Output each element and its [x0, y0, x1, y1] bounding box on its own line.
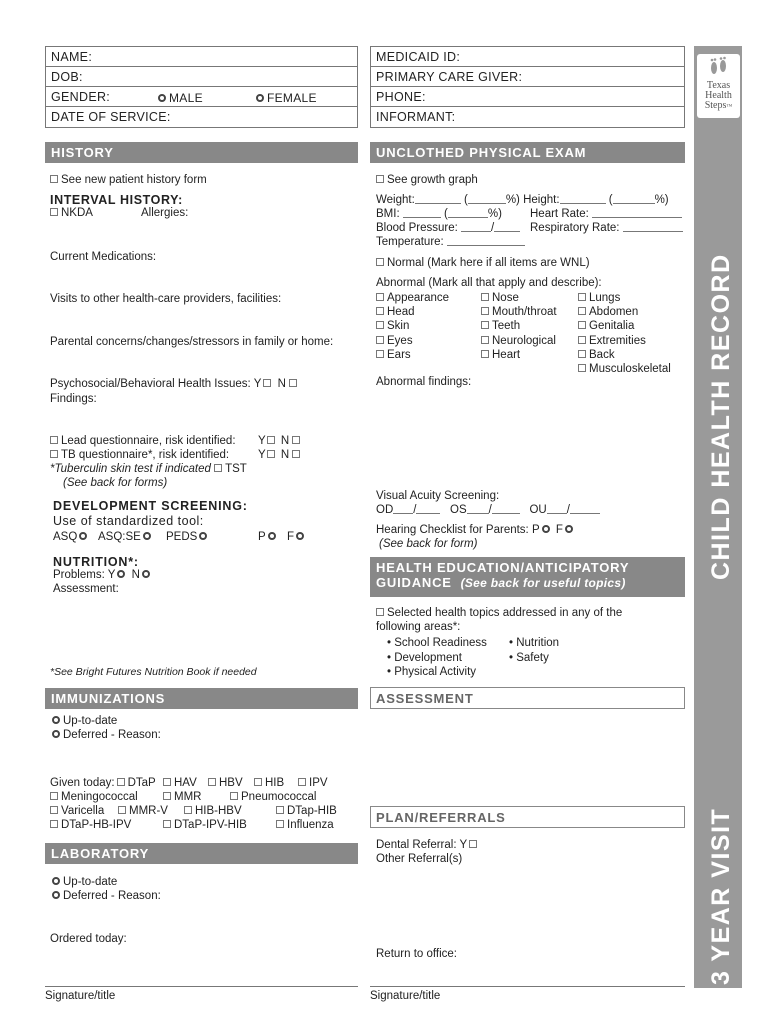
interval-history-label: INTERVAL HISTORY:	[50, 193, 183, 207]
gender-field	[46, 87, 357, 107]
topics-right	[509, 636, 559, 665]
lab-deferred-label: Deferred - Reason:	[63, 890, 161, 902]
exam-item[interactable]	[376, 291, 449, 305]
od-field-2[interactable]	[416, 504, 440, 514]
weight-field[interactable]	[415, 194, 461, 204]
exam-item-label: Head	[387, 306, 415, 319]
od-label: OD	[376, 504, 394, 516]
signature-line-right	[370, 986, 685, 987]
plan-heading: PLAN/REFERRALS	[370, 806, 685, 828]
medicaid-label: MEDICAID ID:	[376, 50, 461, 64]
nutrition-n-label: N	[131, 569, 140, 581]
ou-slash: /	[566, 504, 570, 516]
height-paren: (	[608, 194, 613, 206]
visit-title-vertical: 3 YEAR VISIT	[707, 807, 735, 985]
hearing-f-label: F	[555, 524, 563, 536]
hbv-option[interactable]	[208, 777, 243, 789]
exam-heading: UNCLOTHED PHYSICAL EXAM	[370, 142, 685, 163]
dtaphbipv-checkbox[interactable]	[50, 820, 58, 828]
influenza-option[interactable]	[276, 819, 334, 831]
exam-item[interactable]	[376, 334, 449, 348]
resp-rate-row	[530, 222, 683, 234]
signature-label-left: Signature/title	[45, 990, 116, 1002]
os-slash: /	[488, 504, 492, 516]
hib-option[interactable]	[254, 777, 284, 789]
allergies-label: Allergies:	[141, 207, 189, 219]
tuberculin-label: *Tuberculin skin test if indicated	[50, 463, 211, 475]
exam-item[interactable]	[481, 291, 557, 305]
exam-item-label: Extremities	[589, 334, 646, 347]
exam-item-label: Lungs	[589, 292, 621, 304]
ordered-today-label: Ordered today:	[50, 933, 127, 945]
lab-uptodate-radio[interactable]	[52, 877, 60, 885]
weight-row	[376, 194, 669, 206]
visual-acuity-label: Visual Acuity Screening:	[376, 490, 500, 502]
exam-item-checkbox[interactable]	[481, 307, 489, 315]
dtapipvhib-label: DTaP-IPV-HIB	[174, 819, 247, 831]
male-radio[interactable]	[158, 94, 166, 102]
hibhbv-checkbox[interactable]	[184, 806, 192, 814]
exam-item-checkbox[interactable]	[376, 336, 384, 344]
exam-item-checkbox[interactable]	[481, 321, 489, 329]
logo-steps: Steps	[704, 100, 727, 111]
dental-referral-label: Dental Referral: Y	[376, 839, 468, 851]
lab-deferred-radio[interactable]	[52, 891, 60, 899]
history-heading: HISTORY	[45, 142, 358, 163]
visual-acuity-row	[376, 504, 600, 516]
medications-label: Current Medications:	[50, 251, 157, 263]
dev-pass-option[interactable]	[258, 531, 279, 543]
education-heading-note: (See back for useful topics)	[460, 576, 626, 590]
gender-female-option[interactable]	[254, 91, 317, 105]
dtaphbipv-option[interactable]	[50, 819, 131, 831]
exam-item-checkbox[interactable]	[376, 293, 384, 301]
logo-line-3	[697, 101, 740, 112]
bmi-row	[376, 208, 502, 220]
exam-item[interactable]	[578, 362, 671, 376]
exam-item-label: Skin	[387, 320, 410, 333]
nutrition-problems-row	[53, 569, 153, 581]
given-today-label: Given today:	[50, 777, 115, 789]
hearing-p-radio[interactable]	[542, 525, 550, 533]
tb-option[interactable]	[50, 449, 229, 461]
see-back-forms: (See back for forms)	[63, 477, 168, 489]
exam-item-checkbox[interactable]	[578, 350, 586, 358]
exam-item[interactable]	[578, 305, 671, 319]
tb-checkbox[interactable]	[50, 450, 58, 458]
exam-item-checkbox[interactable]	[578, 364, 586, 372]
exam-item-checkbox[interactable]	[578, 321, 586, 329]
heart-rate-row	[530, 208, 682, 220]
weight-pct-field[interactable]	[468, 194, 506, 204]
exam-item-label: Musculoskeletal	[589, 363, 671, 376]
lead-checkbox[interactable]	[50, 436, 58, 444]
exam-item-label: Genitalia	[589, 320, 635, 333]
selected-topics-checkbox[interactable]	[376, 608, 384, 616]
dtaphib-option[interactable]	[276, 805, 337, 817]
dev-f-radio[interactable]	[296, 532, 304, 540]
exam-item-checkbox[interactable]	[481, 293, 489, 301]
nutrition-y-radio[interactable]	[117, 570, 125, 578]
hib-label: HIB	[265, 777, 285, 789]
topics-left	[387, 636, 487, 680]
growth-graph-option[interactable]	[376, 174, 478, 186]
od-slash: /	[413, 504, 417, 516]
exam-item-label: Nose	[492, 292, 519, 304]
date-of-service-label: DATE OF SERVICE:	[51, 110, 171, 124]
hav-checkbox[interactable]	[163, 778, 171, 786]
hav-option[interactable]	[163, 777, 197, 789]
phone-field[interactable]	[371, 87, 684, 107]
exam-item-label: Appearance	[387, 292, 450, 304]
nutrition-problems-label: Problems: Y	[53, 569, 116, 581]
hearing-label: Hearing Checklist for Parents: P	[376, 524, 540, 536]
asqse-label: ASQ:SE	[98, 531, 141, 543]
tb-no-checkbox[interactable]	[292, 450, 300, 458]
nutrition-heading: NUTRITION*:	[53, 555, 139, 569]
selected-topics-option[interactable]	[376, 607, 622, 619]
psychosocial-no-checkbox[interactable]	[289, 379, 297, 387]
bmi-pct: %)	[487, 208, 502, 220]
asq-option[interactable]	[53, 531, 90, 543]
tb-label: TB questionnaire*, risk identified:	[61, 449, 230, 461]
mmrv-option[interactable]	[118, 805, 168, 817]
new-patient-label: See new patient history form	[61, 174, 207, 186]
exam-item[interactable]	[578, 348, 671, 362]
imm-uptodate-radio[interactable]	[52, 716, 60, 724]
hbv-label: HBV	[219, 777, 243, 789]
pneumo-checkbox[interactable]	[230, 792, 238, 800]
exam-item[interactable]	[376, 348, 449, 362]
topic-item: • School Readiness	[387, 637, 487, 649]
informant-label: INFORMANT:	[376, 110, 456, 124]
gender-label: GENDER:	[51, 90, 111, 104]
topic-item: • Nutrition	[509, 637, 560, 649]
asqse-option[interactable]	[98, 531, 154, 543]
exam-item-checkbox[interactable]	[578, 293, 586, 301]
education-heading-1: HEALTH EDUCATION/ANTICIPATORY	[376, 560, 630, 575]
growth-graph-checkbox[interactable]	[376, 175, 384, 183]
nkda-option[interactable]	[50, 207, 93, 219]
height-field[interactable]	[560, 194, 606, 204]
hibhbv-option[interactable]	[184, 805, 242, 817]
pneumo-label: Pneumococcal	[241, 791, 317, 803]
dental-referral-checkbox[interactable]	[469, 840, 477, 848]
heart-rate-field[interactable]	[592, 208, 682, 218]
caregiver-field[interactable]	[371, 67, 684, 87]
weight-pct: %)	[505, 194, 520, 206]
imm-uptodate-label: Up-to-date	[63, 715, 118, 727]
development-heading: DEVELOPMENT SCREENING:	[53, 499, 248, 513]
hav-label: HAV	[174, 777, 197, 789]
pneumo-option[interactable]	[230, 791, 316, 803]
education-heading-2: GUIDANCE	[376, 575, 452, 590]
normal-label: Normal (Mark here if all items are WNL)	[387, 257, 590, 269]
exam-item[interactable]	[578, 319, 671, 333]
hearing-see-back: (See back for form)	[379, 538, 478, 550]
lab-uptodate-label: Up-to-date	[63, 876, 118, 888]
hbv-checkbox[interactable]	[208, 778, 216, 786]
psychosocial-yes-checkbox[interactable]	[263, 379, 271, 387]
bmi-label: BMI:	[376, 208, 400, 220]
height-label: Height:	[523, 194, 560, 206]
growth-graph-label: See growth graph	[387, 174, 478, 186]
topic-item: • Development	[387, 651, 462, 664]
dtapipvhib-checkbox[interactable]	[163, 820, 171, 828]
tb-yn	[258, 449, 303, 461]
influenza-label: Influenza	[287, 819, 334, 831]
tst-label: TST	[225, 463, 247, 475]
bp-diastolic-field[interactable]	[494, 222, 520, 232]
visits-label: Visits to other health-care providers, facilities:	[50, 293, 282, 305]
asqse-radio[interactable]	[143, 532, 151, 540]
bmi-pct-field[interactable]	[448, 208, 488, 218]
exam-item-label: Mouth/throat	[492, 306, 557, 319]
exam-item-checkbox[interactable]	[376, 350, 384, 358]
exam-item-checkbox[interactable]	[481, 350, 489, 358]
dental-referral-row	[376, 839, 480, 851]
lead-n-label: N	[280, 435, 290, 447]
dob-field[interactable]	[46, 67, 357, 87]
mening-label: Meningococcal	[61, 791, 138, 803]
os-label: OS	[450, 504, 467, 516]
mmr-option[interactable]	[163, 791, 201, 803]
exam-item-checkbox[interactable]	[376, 321, 384, 329]
exam-item[interactable]	[376, 305, 449, 319]
tst-checkbox[interactable]	[214, 464, 222, 472]
dtaphbipv-label: DTaP-HB-IPV	[61, 819, 132, 831]
exam-item-label: Eyes	[387, 334, 413, 347]
mening-checkbox[interactable]	[50, 792, 58, 800]
dev-p-radio[interactable]	[268, 532, 276, 540]
dtaphib-checkbox[interactable]	[276, 806, 284, 814]
exam-item-checkbox[interactable]	[578, 336, 586, 344]
name-field[interactable]	[46, 47, 357, 67]
texas-health-steps-logo	[697, 54, 740, 118]
mmrv-checkbox[interactable]	[118, 806, 126, 814]
mmrv-label: MMR-V	[129, 805, 168, 817]
ou-label: OU	[529, 504, 547, 516]
education-heading-block	[370, 557, 685, 597]
peds-option[interactable]	[166, 531, 210, 543]
exam-item-label: Ears	[387, 348, 411, 361]
tb-yes-checkbox[interactable]	[267, 450, 275, 458]
laboratory-heading: LABORATORY	[45, 843, 358, 864]
topic-item: • Safety	[509, 651, 549, 664]
phone-label: PHONE:	[376, 90, 426, 104]
temperature-field[interactable]	[447, 236, 525, 246]
findings-label: Findings:	[50, 393, 97, 405]
exam-col-1	[376, 291, 449, 362]
exam-item[interactable]	[481, 348, 557, 362]
exam-item[interactable]	[578, 334, 671, 348]
exam-item[interactable]	[578, 291, 671, 305]
exam-item[interactable]	[481, 319, 557, 333]
imm-deferred-radio[interactable]	[52, 730, 60, 738]
exam-item-checkbox[interactable]	[481, 336, 489, 344]
imm-deferred-option[interactable]	[50, 729, 161, 741]
heart-rate-label: Heart Rate:	[530, 208, 589, 220]
male-label: MALE	[169, 91, 203, 105]
new-patient-option[interactable]	[50, 174, 207, 186]
dev-fail-option[interactable]	[287, 531, 307, 543]
exam-item-label: Abdomen	[589, 306, 639, 319]
female-radio[interactable]	[256, 94, 264, 102]
selected-topics-label-1: Selected health topics addressed in any of the	[387, 607, 623, 619]
influenza-checkbox[interactable]	[276, 820, 284, 828]
caregiver-label: PRIMARY CARE GIVER:	[376, 70, 523, 84]
weight-label: Weight:	[376, 194, 415, 206]
mmr-label: MMR	[174, 791, 202, 803]
exam-item-label: Heart	[492, 348, 521, 361]
varicella-option[interactable]	[50, 805, 104, 817]
lead-label: Lead questionnaire, risk identified:	[61, 435, 236, 447]
varicella-checkbox[interactable]	[50, 806, 58, 814]
nutrition-n-radio[interactable]	[142, 570, 150, 578]
asq-label: ASQ	[53, 531, 78, 543]
informant-field[interactable]	[371, 107, 684, 127]
dev-p-label: P	[258, 531, 266, 543]
resp-rate-field[interactable]	[623, 222, 683, 232]
assessment-heading: ASSESSMENT	[370, 687, 685, 709]
footprints-icon	[708, 56, 730, 76]
exam-item-label: Back	[589, 348, 615, 361]
exam-item-label: Neurological	[492, 334, 556, 347]
dtap-checkbox[interactable]	[117, 778, 125, 786]
temperature-label: Temperature:	[376, 236, 444, 248]
patient-info-table	[45, 46, 358, 128]
selected-topics-label-2: following areas*:	[376, 621, 461, 633]
peds-label: PEDS	[166, 531, 198, 543]
dev-f-label: F	[287, 531, 295, 543]
imm-deferred-label: Deferred - Reason:	[63, 729, 161, 741]
dob-label: DOB:	[51, 70, 83, 84]
asq-radio[interactable]	[79, 532, 87, 540]
height-pct-field[interactable]	[613, 194, 655, 204]
abnormal-findings-label: Abnormal findings:	[376, 376, 472, 388]
peds-radio[interactable]	[199, 532, 207, 540]
normal-option[interactable]	[376, 257, 590, 269]
normal-checkbox[interactable]	[376, 258, 384, 266]
nkda-label: NKDA	[61, 207, 93, 219]
female-label: FEMALE	[267, 91, 317, 105]
bp-systolic-field[interactable]	[461, 222, 491, 232]
lead-yes-checkbox[interactable]	[267, 436, 275, 444]
ipv-label: IPV	[309, 777, 328, 789]
standardized-tool-label: Use of standardized tool:	[53, 514, 204, 528]
medicaid-field[interactable]	[371, 47, 684, 67]
abnormal-label: Abnormal (Mark all that apply and describe):	[376, 277, 602, 289]
os-field-1[interactable]	[467, 504, 489, 514]
exam-item-label: Teeth	[492, 320, 521, 333]
hearing-f-radio[interactable]	[565, 525, 573, 533]
exam-item-checkbox[interactable]	[578, 307, 586, 315]
caregiver-info-table	[370, 46, 685, 128]
psychosocial-row	[50, 378, 300, 390]
exam-item-checkbox[interactable]	[376, 307, 384, 315]
tuberculin-row	[50, 463, 247, 475]
mening-option[interactable]	[50, 791, 138, 803]
bp-label: Blood Pressure:	[376, 222, 458, 234]
lead-option[interactable]	[50, 435, 236, 447]
hibhbv-label: HIB-HBV	[195, 805, 242, 817]
tb-y-label: Y	[258, 449, 266, 461]
height-pct: %)	[654, 194, 669, 206]
exam-item[interactable]	[481, 334, 557, 348]
signature-label-right: Signature/title	[370, 990, 441, 1002]
date-of-service-field[interactable]	[46, 107, 357, 127]
hib-checkbox[interactable]	[254, 778, 262, 786]
logo-trademark: ™	[726, 104, 733, 110]
education-heading-2-row	[376, 575, 679, 591]
logo-line-1: Texas	[706, 80, 731, 91]
gender-male-option[interactable]	[156, 91, 203, 105]
lab-deferred-option[interactable]	[50, 890, 161, 902]
varicella-label: Varicella	[61, 805, 105, 817]
nutrition-footnote: *See Bright Futures Nutrition Book if needed	[50, 666, 257, 678]
dtapipvhib-option[interactable]	[163, 819, 247, 831]
lead-yn	[258, 435, 303, 447]
exam-col-2	[481, 291, 557, 362]
hearing-row	[376, 524, 576, 536]
topic-item: • Physical Activity	[387, 666, 477, 678]
exam-item[interactable]	[481, 305, 557, 319]
imm-uptodate-option[interactable]	[50, 715, 117, 727]
mmr-checkbox[interactable]	[163, 792, 171, 800]
given-today-row	[50, 777, 156, 789]
other-referral-label: Other Referral(s)	[376, 853, 463, 865]
form-title-vertical: CHILD HEALTH RECORD	[707, 253, 735, 580]
ipv-option[interactable]	[298, 777, 328, 789]
tb-n-label: N	[280, 449, 290, 461]
name-label: NAME:	[51, 50, 93, 64]
lead-y-label: Y	[258, 435, 266, 447]
lead-no-checkbox[interactable]	[292, 436, 300, 444]
exam-col-3	[578, 291, 671, 376]
nutrition-assessment-label: Assessment:	[53, 583, 119, 595]
os-field-2[interactable]	[492, 504, 520, 514]
exam-item[interactable]	[376, 319, 449, 333]
lab-uptodate-option[interactable]	[50, 876, 117, 888]
logo-line-2: Health	[705, 90, 732, 101]
bp-row	[376, 222, 520, 234]
immunizations-heading: IMMUNIZATIONS	[45, 688, 358, 709]
signature-line-left	[45, 986, 358, 987]
temperature-row	[376, 236, 525, 248]
psychosocial-label: Psychosocial/Behavioral Health Issues: Y	[50, 378, 262, 390]
ipv-checkbox[interactable]	[298, 778, 306, 786]
psychosocial-n-label: N	[277, 378, 286, 390]
parental-concerns-label: Parental concerns/changes/stressors in family or home:	[50, 336, 334, 348]
bp-slash: /	[491, 222, 495, 234]
new-patient-checkbox[interactable]	[50, 175, 58, 183]
bmi-paren: (	[444, 208, 448, 220]
ou-field-1[interactable]	[547, 504, 567, 514]
dtaphib-label: DTap-HIB	[287, 805, 337, 817]
resp-rate-label: Respiratory Rate:	[530, 222, 620, 234]
weight-paren: (	[463, 194, 468, 206]
od-field-1[interactable]	[393, 504, 413, 514]
ou-field-2[interactable]	[570, 504, 600, 514]
return-to-office-label: Return to office:	[376, 948, 457, 960]
nkda-checkbox[interactable]	[50, 208, 58, 216]
dtap-label: DTaP	[127, 777, 156, 789]
bmi-field[interactable]	[403, 208, 441, 218]
